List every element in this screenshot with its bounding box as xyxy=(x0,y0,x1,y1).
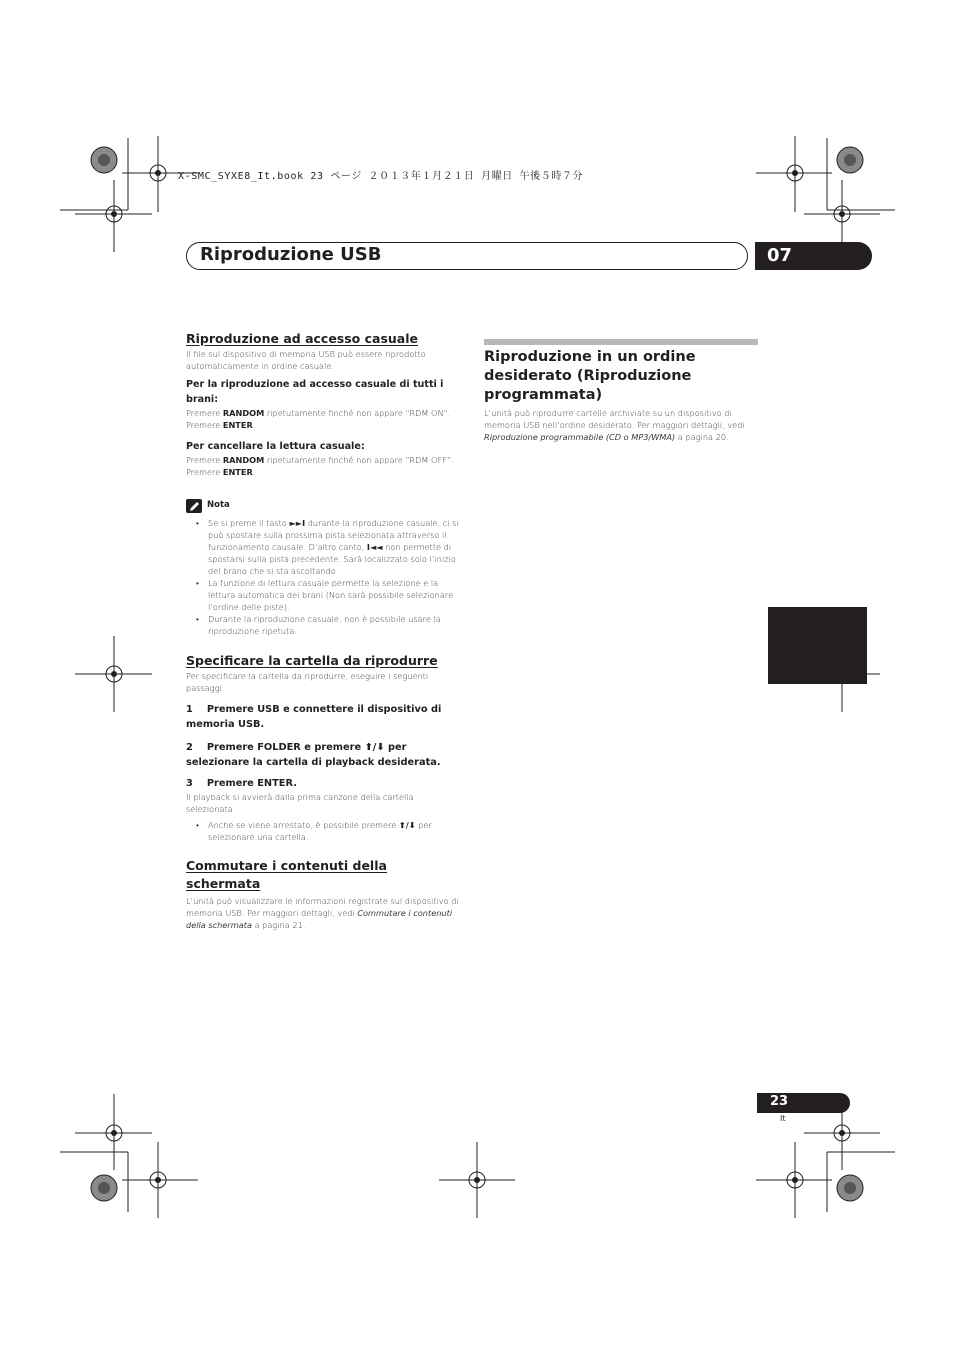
prev-track-icon: I◄◄ xyxy=(366,542,383,552)
left-column xyxy=(186,330,461,478)
section-title-program: Riproduzione in un ordine desiderato (Riproduzione programmata) xyxy=(484,349,696,403)
chapter-title: Riproduzione USB xyxy=(200,244,382,265)
note-list xyxy=(186,517,461,637)
next-track-icon: ►►I xyxy=(289,518,306,528)
section-title-folder: Specificare la cartella da riprodurre xyxy=(186,653,438,668)
paragraph-display: L’unità può visualizzare le informazioni registrate sul dispositivo di memoria USB. Per maggiori dettagli, vedi Commutare i contenuti della schermata a pagina 21. xyxy=(186,896,459,930)
subheading-cancel-random: Per cancellare la lettura casuale: xyxy=(186,441,365,452)
step-1: 1 Premere USB e connettere il dispositivo di memoria USB. xyxy=(186,704,442,730)
paragraph-program: L’unità può riprodurre cartelle archiviate su un dispositivo di memoria USB nell’ordine desiderato. Per maggiori dettagli, vedi Riproduzione programmabile (CD o MP3/WMA) a pagina 20. xyxy=(484,408,745,442)
up-down-arrow-icon: ⬆/⬇ xyxy=(364,742,385,753)
step-3-bullet: • Anche se viene arrestato, è possibile premere ⬆/⬇ per selezionare una cartella. xyxy=(186,819,461,843)
note-item: • Durante la riproduzione casuale, non è possibile usare la riproduzione ripetuta. xyxy=(186,613,461,637)
cross-reference-link: Riproduzione programmabile (CD o MP3/WMA) xyxy=(484,432,676,442)
step-3-description: Il playback si avvierà dalla prima canzone della cartella selezionata. xyxy=(186,792,414,814)
book-file-line: X-SMC_SYXE8_It.book 23 ページ ２０１３年１月２１日 月曜日 午後５時７分 xyxy=(178,171,584,182)
note-item: • Se si preme il tasto ►►I durante la riproduzione casuale, ci si può spostare sulla prossima pista selezionata attraverso il funzionamento causale. D’altro canto, I◄◄ non permette di spostarsi sulla pista precedente. Sarà localizzato solo l’inizio del brano che si sta ascoltando. xyxy=(186,517,461,577)
display-section-body xyxy=(186,895,461,931)
step-2: 2 Premere FOLDER e premere ⬆/⬇ per selezionare la cartella di playback desiderata. xyxy=(186,742,441,768)
chapter-number: 07 xyxy=(767,245,793,266)
note-item: • La funzione di lettura casuale permette la selezione e la lettura automatica dei brani (Non sarà possibile selezionare l’ordine delle piste). xyxy=(186,577,461,613)
section-title-random: Riproduzione ad accesso casuale xyxy=(186,331,419,346)
cross-reference-link: Commutare i contenuti della schermata xyxy=(186,908,453,930)
display-section xyxy=(186,857,401,893)
right-column xyxy=(484,348,759,443)
paragraph-random-all: Premere RANDOM ripetutamente finché non appare “RDM ON”. Premere ENTER. xyxy=(186,408,451,430)
subheading-random-all: Per la riproduzione ad accesso casuale di tutti i brani: xyxy=(186,379,444,405)
section-title-display: Commutare i contenuti della schermata xyxy=(186,858,387,891)
language-tab-label: Italiano xyxy=(746,645,762,705)
page-number: 23 xyxy=(770,1094,789,1109)
folder-section xyxy=(186,652,461,843)
language-tab xyxy=(768,607,867,684)
section-intro-random: Il file sul dispositivo di memoria USB può essere riprodotto automaticamente in ordine casuale. xyxy=(186,349,426,371)
note-pencil-icon xyxy=(186,499,202,513)
section-divider-bar xyxy=(484,339,758,345)
note-label: Nota xyxy=(207,500,230,510)
paragraph-cancel-random: Premere RANDOM ripetutamente finché non appare “RDM OFF”. Premere ENTER. xyxy=(186,455,454,477)
up-down-arrow-icon: ⬆/⬇ xyxy=(398,820,416,830)
section-intro-folder: Per specificare la cartella da riprodurre, eseguire i seguenti passaggi. xyxy=(186,671,429,693)
step-3: 3 Premere ENTER. xyxy=(186,778,297,789)
page-language: It xyxy=(780,1114,786,1123)
chapter-number-badge xyxy=(755,242,872,270)
